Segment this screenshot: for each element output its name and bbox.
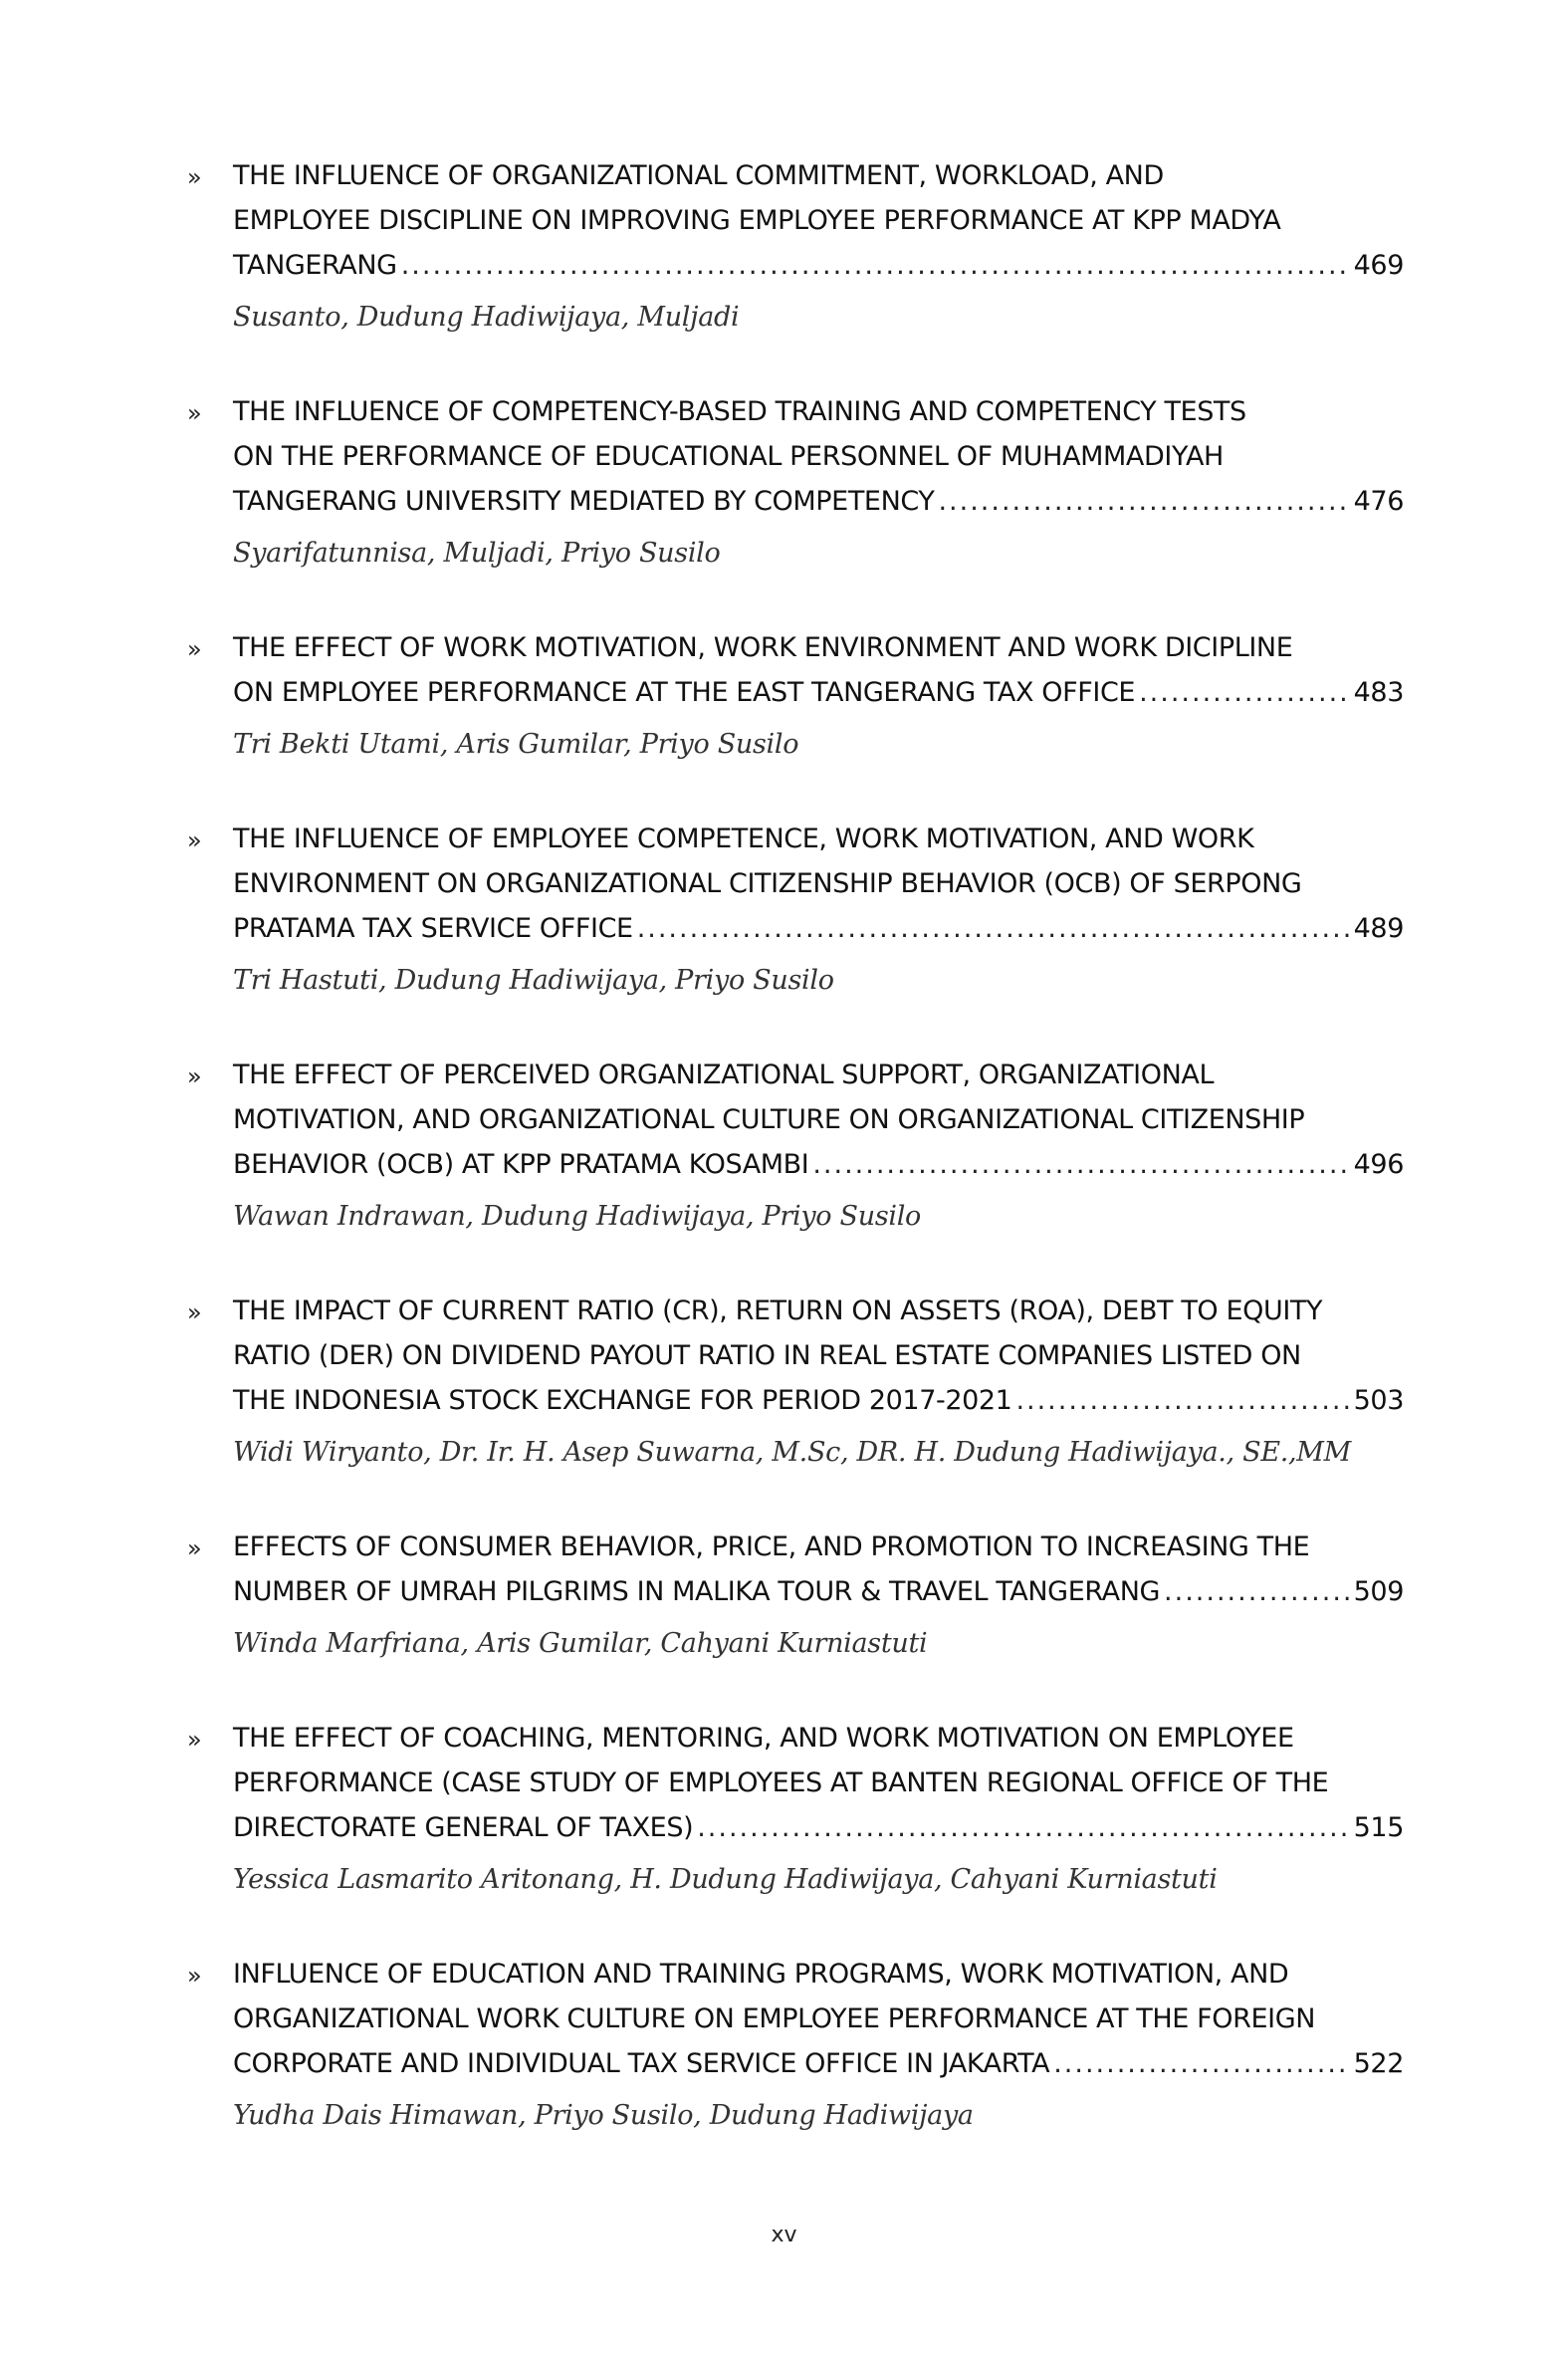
entry-page-number[interactable]: 483 — [1353, 677, 1404, 708]
toc-entry[interactable] — [187, 1053, 1404, 1237]
entry-page-number[interactable]: 476 — [1353, 486, 1404, 517]
entry-title-line: THE INFLUENCE OF COMPETENCY-BASED TRAINING AND COMPETENCY TESTS — [233, 396, 1246, 427]
entry-title-line: TANGERANG UNIVERSITY MEDIATED BY COMPETENCY — [233, 486, 935, 517]
entry-title — [233, 153, 1404, 288]
dot-leader — [938, 479, 1349, 524]
entry-title-last-line — [233, 1805, 1404, 1850]
entry-title-line: ENVIRONMENT ON ORGANIZATIONAL CITIZENSHIP BEHAVIOR (OCB) OF SERPONG — [233, 868, 1302, 899]
toc-entry[interactable] — [187, 1289, 1404, 1473]
entry-title-line: BEHAVIOR (OCB) AT KPP PRATAMA KOSAMBI — [233, 1149, 809, 1180]
entry-title-line: MOTIVATION, AND ORGANIZATIONAL CULTURE ON ORGANIZATIONAL CITIZENSHIP — [233, 1104, 1305, 1135]
entry-title — [233, 1289, 1404, 1423]
entry-title-line: THE INFLUENCE OF EMPLOYEE COMPETENCE, WORK MOTIVATION, AND WORK — [233, 824, 1254, 854]
entry-title-line: DIRECTORATE GENERAL OF TAXES) — [233, 1812, 694, 1843]
entry-page-number[interactable]: 469 — [1353, 250, 1404, 281]
table-of-contents — [187, 153, 1404, 2188]
dot-leader — [697, 1805, 1349, 1850]
bullet-icon: » — [187, 1962, 202, 1990]
entry-title-line: RATIO (DER) ON DIVIDEND PAYOUT RATIO IN REAL ESTATE COMPANIES LISTED ON — [233, 1340, 1301, 1371]
toc-entry[interactable] — [187, 153, 1404, 338]
dot-leader — [1139, 670, 1350, 715]
entry-authors: Wawan Indrawan, Dudung Hadiwijaya, Priyo Susilo — [233, 1201, 922, 1232]
entry-page-number[interactable]: 503 — [1353, 1385, 1404, 1416]
entry-page-number[interactable]: 522 — [1353, 2048, 1404, 2079]
entry-page-number[interactable]: 489 — [1353, 913, 1404, 944]
entry-title-line: PERFORMANCE (CASE STUDY OF EMPLOYEES AT BANTEN REGIONAL OFFICE OF THE — [233, 1767, 1329, 1798]
entry-title-line: PRATAMA TAX SERVICE OFFICE — [233, 913, 633, 944]
bullet-icon: » — [187, 826, 202, 854]
entry-title-line: THE INDONESIA STOCK EXCHANGE FOR PERIOD 2017-2021 — [233, 1385, 1012, 1416]
entry-title — [233, 625, 1404, 715]
entry-title-line: TANGERANG — [233, 250, 397, 281]
entry-title-line: ON EMPLOYEE PERFORMANCE AT THE EAST TANGERANG TAX OFFICE — [233, 677, 1136, 708]
entry-title — [233, 389, 1404, 524]
page-number: xv — [771, 2223, 797, 2247]
toc-entry[interactable] — [187, 625, 1404, 765]
bullet-icon: » — [187, 635, 202, 663]
toc-entry[interactable] — [187, 1952, 1404, 2136]
toc-entry[interactable] — [187, 817, 1404, 1001]
entry-title-line: EFFECTS OF CONSUMER BEHAVIOR, PRICE, AND PROMOTION TO INCREASING THE — [233, 1531, 1310, 1562]
entry-title-line: THE EFFECT OF COACHING, MENTORING, AND WORK MOTIVATION ON EMPLOYEE — [233, 1723, 1294, 1754]
bullet-icon: » — [187, 399, 202, 427]
entry-title-line: ON THE PERFORMANCE OF EDUCATIONAL PERSONNEL OF MUHAMMADIYAH — [233, 441, 1224, 472]
toc-entry[interactable] — [187, 389, 1404, 574]
dot-leader — [637, 906, 1350, 951]
entry-authors: Winda Marfriana, Aris Gumilar, Cahyani Kurniastuti — [233, 1628, 928, 1659]
entry-title-line: THE EFFECT OF PERCEIVED ORGANIZATIONAL SUPPORT, ORGANIZATIONAL — [233, 1059, 1215, 1090]
bullet-icon: » — [187, 1298, 202, 1326]
entry-authors: Widi Wiryanto, Dr. Ir. H. Asep Suwarna, M.Sc, DR. H. Dudung Hadiwijaya., SE.,MM — [233, 1437, 1351, 1468]
entry-page-number[interactable]: 509 — [1353, 1576, 1404, 1607]
bullet-icon: » — [187, 1726, 202, 1754]
entry-authors: Tri Hastuti, Dudung Hadiwijaya, Priyo Susilo — [233, 965, 834, 996]
dot-leader — [812, 1142, 1349, 1187]
toc-entry[interactable] — [187, 1525, 1404, 1664]
entry-title-line: NUMBER OF UMRAH PILGRIMS IN MALIKA TOUR & TRAVEL TANGERANG — [233, 1576, 1161, 1607]
toc-entry[interactable] — [187, 1716, 1404, 1900]
entry-title-line: THE INFLUENCE OF ORGANIZATIONAL COMMITMENT, WORKLOAD, AND — [233, 160, 1164, 191]
entry-title-last-line — [233, 670, 1404, 715]
entry-title-last-line — [233, 2041, 1404, 2086]
dot-leader — [401, 243, 1350, 288]
dot-leader — [1053, 2041, 1349, 2086]
entry-title — [233, 817, 1404, 951]
entry-title-line: THE EFFECT OF WORK MOTIVATION, WORK ENVIRONMENT AND WORK DICIPLINE — [233, 632, 1293, 663]
entry-title-line: CORPORATE AND INDIVIDUAL TAX SERVICE OFFICE IN JAKARTA — [233, 2048, 1050, 2079]
entry-title-line: INFLUENCE OF EDUCATION AND TRAINING PROGRAMS, WORK MOTIVATION, AND — [233, 1959, 1289, 1990]
entry-title — [233, 1952, 1404, 2086]
dot-leader — [1015, 1378, 1349, 1423]
entry-title-last-line — [233, 479, 1404, 524]
entry-title — [233, 1525, 1404, 1614]
bullet-icon: » — [187, 1062, 202, 1090]
entry-authors: Syarifatunnisa, Muljadi, Priyo Susilo — [233, 538, 721, 569]
entry-title-line: ORGANIZATIONAL WORK CULTURE ON EMPLOYEE PERFORMANCE AT THE FOREIGN — [233, 2003, 1316, 2034]
entry-title — [233, 1053, 1404, 1187]
entry-title-last-line — [233, 1378, 1404, 1423]
entry-title — [233, 1716, 1404, 1850]
entry-page-number[interactable]: 515 — [1353, 1812, 1404, 1843]
entry-authors: Yessica Lasmarito Aritonang, H. Dudung Hadiwijaya, Cahyani Kurniastuti — [233, 1864, 1218, 1895]
entry-title-last-line — [233, 906, 1404, 951]
bullet-icon: » — [187, 163, 202, 191]
entry-authors: Susanto, Dudung Hadiwijaya, Muljadi — [233, 302, 740, 333]
entry-title-line: EMPLOYEE DISCIPLINE ON IMPROVING EMPLOYEE PERFORMANCE AT KPP MADYA — [233, 205, 1281, 236]
entry-title-last-line — [233, 1569, 1404, 1614]
entry-page-number[interactable]: 496 — [1353, 1149, 1404, 1180]
entry-title-line: THE IMPACT OF CURRENT RATIO (CR), RETURN ON ASSETS (ROA), DEBT TO EQUITY — [233, 1295, 1323, 1326]
entry-authors: Yudha Dais Himawan, Priyo Susilo, Dudung Hadiwijaya — [233, 2100, 974, 2131]
bullet-icon: » — [187, 1534, 202, 1562]
dot-leader — [1164, 1569, 1350, 1614]
entry-authors: Tri Bekti Utami, Aris Gumilar, Priyo Susilo — [233, 729, 799, 760]
entry-title-last-line — [233, 1142, 1404, 1187]
entry-title-last-line — [233, 243, 1404, 288]
